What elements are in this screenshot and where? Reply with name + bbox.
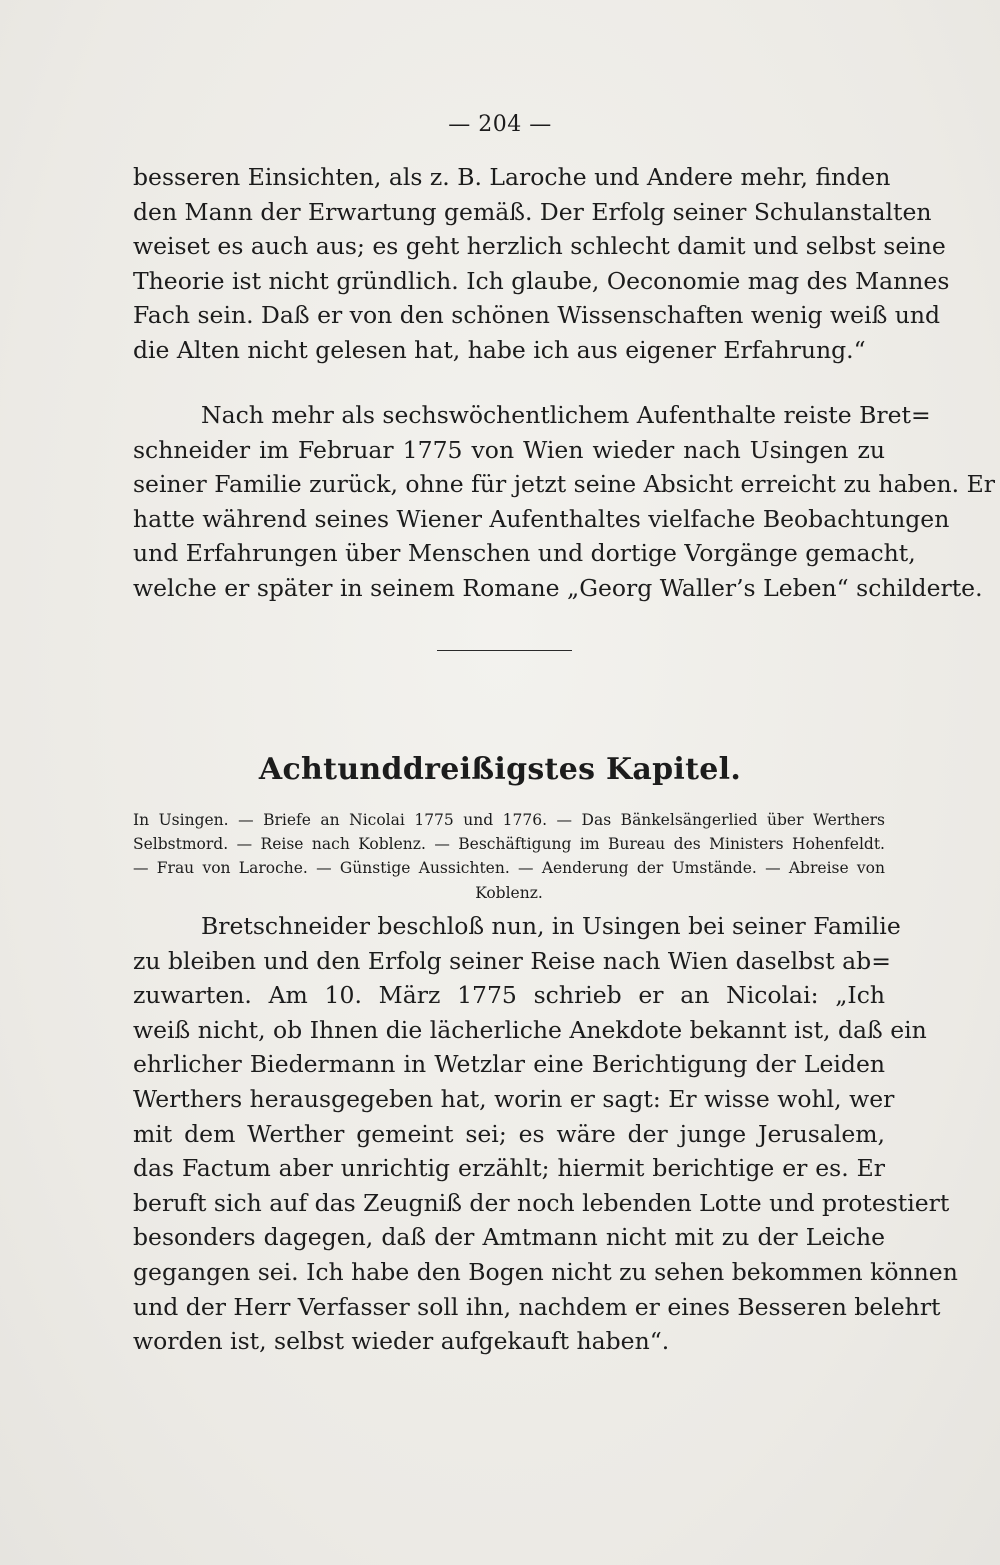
paragraph-return-from-vienna: [133, 398, 995, 606]
text-line: zuwarten. Am 10. März 1775 schrieb er an Nicolai: „Ich: [133, 981, 885, 1010]
text-line: die Alten nicht gelesen hat, habe ich aus eigener Erfahrung.“: [133, 335, 866, 364]
text-line: seiner Familie zurück, ohne für jetzt seine Absicht erreicht zu haben. Er: [133, 470, 995, 499]
text-line: gegangen sei. Ich habe den Bogen nicht zu sehen bekommen können: [133, 1257, 958, 1286]
summary-line: Koblenz.: [475, 883, 543, 902]
text-line: den Mann der Erwartung gemäß. Der Erfolg seiner Schulanstalten: [133, 197, 932, 226]
text-line: ehrlicher Biedermann in Wetzlar eine Berichtigung der Leiden: [133, 1050, 885, 1079]
summary-line: In Usingen. — Briefe an Nicolai 1775 und 1776. — Das Bänkelsängerlied über Werthers: [133, 811, 885, 829]
text-line: Bretschneider beschloß nun, in Usingen bei seiner Familie: [201, 912, 901, 940]
summary-line: — Frau von Laroche. — Günstige Aussichten. — Aenderung der Umstände. — Abreise von: [133, 859, 885, 878]
paragraph-chapter-body: [133, 909, 958, 1359]
text-line: schneider im Februar 1775 von Wien wieder nach Usingen zu: [133, 435, 885, 464]
text-line: besonders dagegen, daß der Amtmann nicht mit zu der Leiche: [133, 1223, 885, 1252]
text-line: Werthers herausgegeben hat, worin er sagt: Er wisse wohl, wer: [133, 1084, 895, 1113]
text-line: und der Herr Verfasser soll ihn, nachdem er eines Besseren belehrt: [133, 1292, 941, 1321]
chapter-title: Achtunddreißigstes Kapitel.: [258, 752, 742, 787]
text-line: das Factum aber unrichtig erzählt; hiermit berichtige er es. Er: [133, 1154, 885, 1183]
text-line: Theorie ist nicht gründlich. Ich glaube, Oeconomie mag des Mannes: [133, 266, 950, 295]
text-line: Fach sein. Daß er von den schönen Wissenschaften wenig weiß und: [133, 301, 941, 330]
text-line: Nach mehr als sechswöchentlichem Aufenthalte reiste Bret=: [201, 401, 931, 429]
text-line: worden ist, selbst wieder aufgekauft haben“.: [133, 1327, 670, 1356]
section-divider: [437, 650, 572, 651]
paragraph-quote-end: [133, 160, 950, 368]
text-line: welche er später in seinem Romane „Georg Waller’s Leben“ schilderte.: [133, 573, 983, 602]
page-number: — 204 —: [448, 112, 552, 137]
text-line: und Erfahrungen über Menschen und dortige Vorgänge gemacht,: [133, 539, 916, 568]
text-line: beruft sich auf das Zeugniß der noch lebenden Lotte und protestiert: [133, 1188, 950, 1217]
text-line: besseren Einsichten, als z. B. Laroche und Andere mehr, finden: [133, 163, 891, 191]
text-line: zu bleiben und den Erfolg seiner Reise nach Wien daselbst ab=: [133, 946, 891, 975]
chapter-summary: [133, 808, 885, 905]
summary-line: Selbstmord. — Reise nach Koblenz. — Beschäftigung im Bureau des Ministers Hohenfeldt.: [133, 835, 885, 854]
text-line: mit dem Werther gemeint sei; es wäre der junge Jerusalem,: [133, 1119, 885, 1148]
text-line: weiset es auch aus; es geht herzlich schlecht damit und selbst seine: [133, 232, 946, 261]
text-line: weiß nicht, ob Ihnen die lächerliche Anekdote bekannt ist, daß ein: [133, 1015, 927, 1044]
text-line: hatte während seines Wiener Aufenthaltes vielfache Beobachtungen: [133, 504, 950, 533]
